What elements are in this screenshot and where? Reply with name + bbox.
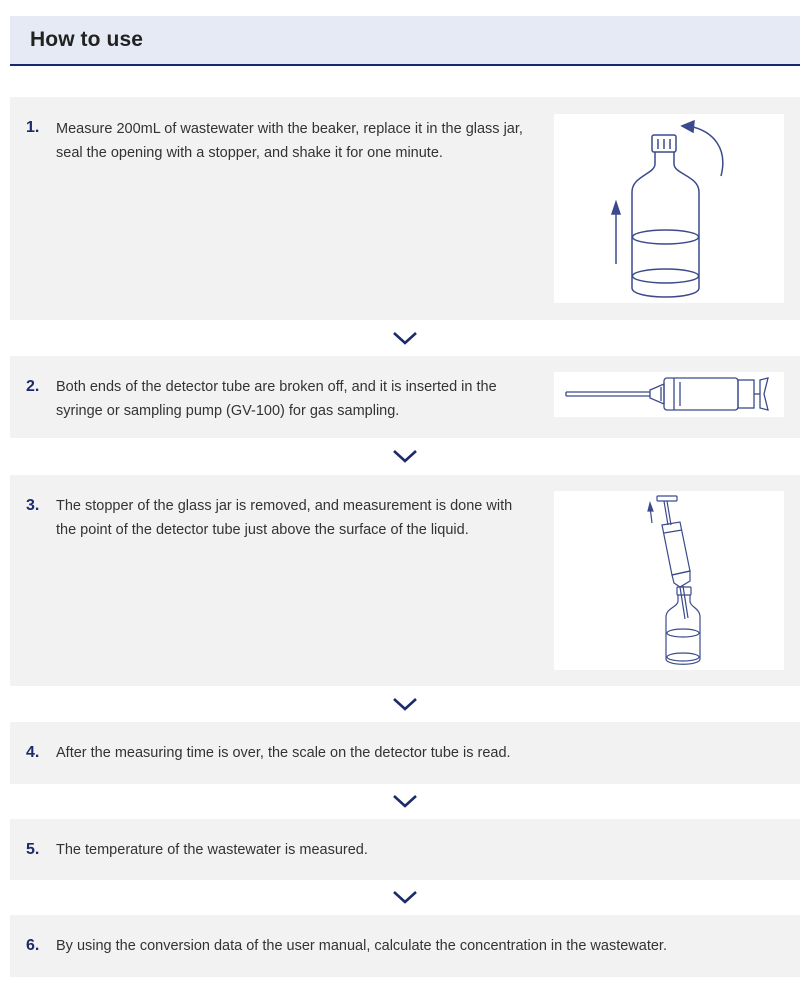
pump-tube-illustration xyxy=(554,372,784,417)
chevron-down-icon xyxy=(392,330,418,346)
step-number: 4. xyxy=(26,744,40,761)
step-number: 6. xyxy=(26,937,40,954)
step-text: After the measuring time is over, the scale on the detector tube is read. xyxy=(56,745,511,761)
chevron-down-icon xyxy=(392,448,418,464)
step-6 xyxy=(10,915,800,977)
step-2 xyxy=(10,356,800,438)
chevron-down-icon xyxy=(392,793,418,809)
bottle-shake-illustration xyxy=(554,114,784,303)
step-text: Measure 200mL of wastewater with the beaker, replace it in the glass jar, seal the opening with a stopper, and shake it for one minute. xyxy=(56,121,523,161)
step-5 xyxy=(10,819,800,880)
step-number: 2. xyxy=(26,378,40,395)
step-text: The stopper of the glass jar is removed, and measurement is done with the point of the detector tube just above the surface of the liquid. xyxy=(56,498,513,538)
step-4 xyxy=(10,722,800,784)
step-text: The temperature of the wastewater is measured. xyxy=(56,842,368,858)
step-number: 5. xyxy=(26,841,40,858)
page-title: How to use xyxy=(30,28,144,51)
step-number: 1. xyxy=(26,119,40,136)
step-text: Both ends of the detector tube are broken off, and it is inserted in the syringe or sampling pump (GV-100) for gas sampling. xyxy=(56,379,497,419)
chevron-down-icon xyxy=(392,696,418,712)
step-1 xyxy=(10,97,800,320)
step-3 xyxy=(10,475,800,686)
step-number: 3. xyxy=(26,497,40,514)
chevron-down-icon xyxy=(392,889,418,905)
step-text: By using the conversion data of the user manual, calculate the concentration in the wastewater. xyxy=(56,938,667,954)
pump-bottle-illustration xyxy=(554,491,784,670)
page-header xyxy=(10,16,800,66)
